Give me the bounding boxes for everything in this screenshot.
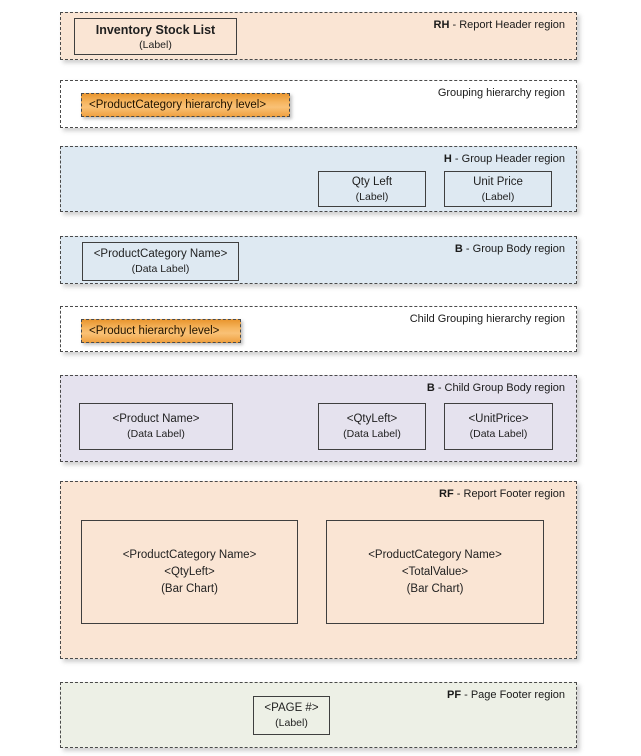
qty-left-label: Qty Left bbox=[351, 175, 393, 188]
product-hierarchy-level-chip: <Product hierarchy level> bbox=[81, 319, 241, 343]
page-number-label-box bbox=[253, 696, 330, 735]
region-report-footer bbox=[60, 481, 577, 659]
totalvalue-bar-chart-box bbox=[326, 520, 544, 624]
region-code: B bbox=[426, 382, 435, 394]
region-label-group-header bbox=[444, 152, 565, 166]
region-name: - Group Header region bbox=[451, 153, 565, 165]
qtyleft-data-label-box bbox=[318, 403, 426, 450]
report-title: Inventory Stock List bbox=[95, 22, 216, 37]
region-page-footer bbox=[60, 682, 577, 748]
page-number-label: <PAGE #> bbox=[264, 702, 319, 714]
region-name: - Page Footer region bbox=[461, 689, 565, 701]
productcategory-name-data-label-box bbox=[82, 242, 239, 281]
qtyleft-label: <QtyLeft> bbox=[346, 413, 398, 425]
region-name: - Report Header region bbox=[449, 19, 565, 31]
unit-price-label-box bbox=[444, 171, 552, 207]
region-name: Grouping hierarchy region bbox=[437, 87, 565, 99]
region-code: RF bbox=[439, 488, 454, 500]
unitprice-label: <UnitPrice> bbox=[468, 413, 529, 425]
region-code: H bbox=[443, 153, 452, 165]
chart-category-field: <ProductCategory Name> bbox=[122, 548, 257, 561]
region-name: Child Grouping hierarchy region bbox=[409, 313, 565, 325]
chart-type: (Bar Chart) bbox=[161, 582, 218, 595]
region-label-report-header bbox=[434, 18, 565, 32]
productcategory-hierarchy-level-chip: <ProductCategory hierarchy level> bbox=[81, 93, 290, 117]
region-code: PF bbox=[446, 689, 462, 701]
product-name-type: (Data Label) bbox=[127, 428, 185, 440]
region-name: - Report Footer region bbox=[453, 488, 565, 500]
region-label-child-group-body bbox=[427, 381, 565, 395]
chart-value-field: <QtyLeft> bbox=[164, 565, 215, 578]
qtyleft-bar-chart-box bbox=[81, 520, 298, 624]
chart-type: (Bar Chart) bbox=[406, 582, 464, 595]
region-group-body bbox=[60, 236, 577, 284]
productcategory-name-type: (Data Label) bbox=[131, 263, 190, 275]
productcategory-name-label: <ProductCategory Name> bbox=[93, 248, 228, 260]
page-number-type: (Label) bbox=[275, 717, 308, 729]
region-label-group-body bbox=[455, 242, 565, 256]
report-title-label-box bbox=[74, 18, 237, 55]
region-label-grouping-hierarchy bbox=[438, 86, 565, 100]
unitprice-data-label-box bbox=[444, 403, 553, 450]
region-group-header bbox=[60, 146, 577, 212]
region-child-grouping-hierarchy bbox=[60, 306, 577, 352]
region-label-report-footer bbox=[439, 487, 565, 501]
region-grouping-hierarchy bbox=[60, 80, 577, 128]
unitprice-type: (Data Label) bbox=[469, 428, 528, 440]
report-title-type: (Label) bbox=[139, 38, 172, 51]
unit-price-label: Unit Price bbox=[473, 175, 523, 188]
region-name: - Child Group Body region bbox=[434, 382, 565, 394]
region-child-group-body bbox=[60, 375, 577, 462]
product-name-data-label-box bbox=[79, 403, 233, 450]
qty-left-type: (Label) bbox=[355, 190, 389, 203]
qtyleft-type: (Data Label) bbox=[343, 428, 401, 440]
region-label-child-grouping-hierarchy bbox=[410, 312, 565, 326]
qty-left-label-box bbox=[318, 171, 426, 207]
product-name-label: <Product Name> bbox=[112, 413, 200, 425]
region-report-header bbox=[60, 12, 577, 60]
chart-category-field: <ProductCategory Name> bbox=[368, 548, 502, 561]
region-code: B bbox=[454, 243, 463, 255]
unit-price-type: (Label) bbox=[481, 190, 515, 203]
region-name: - Group Body region bbox=[462, 243, 565, 255]
chart-value-field: <TotalValue> bbox=[401, 565, 469, 578]
region-label-page-footer bbox=[447, 688, 565, 702]
region-code: RH bbox=[433, 19, 450, 31]
